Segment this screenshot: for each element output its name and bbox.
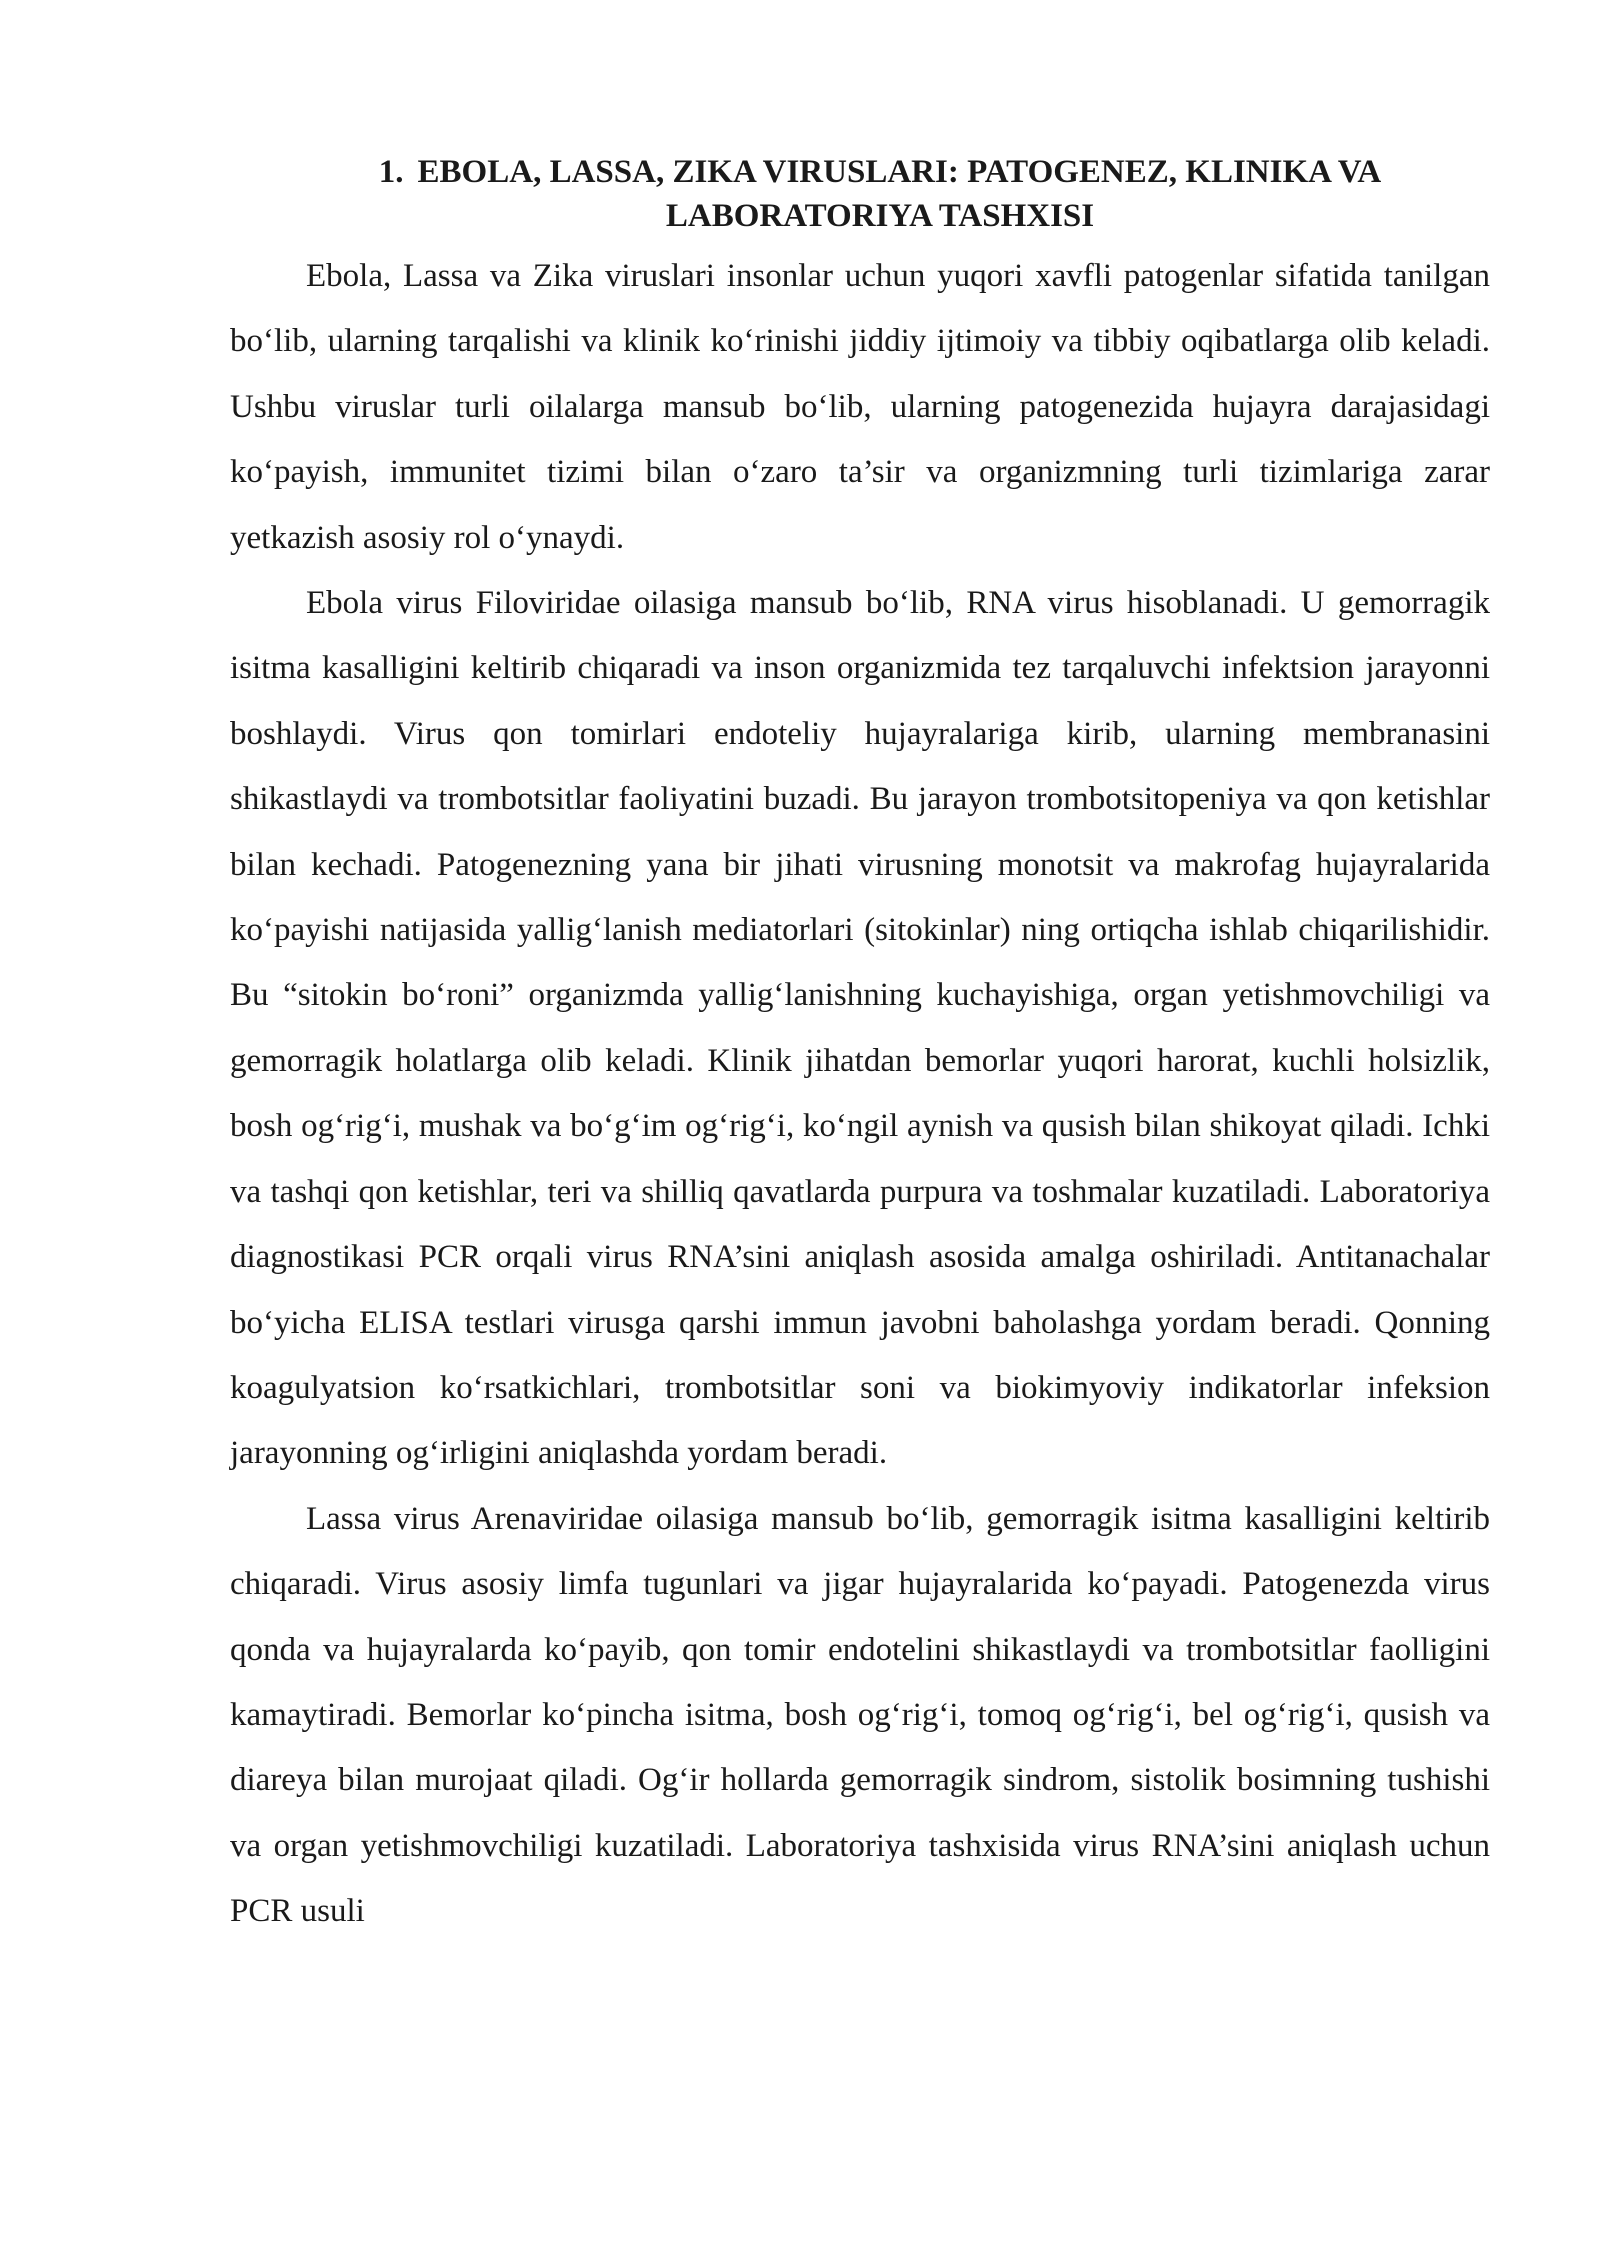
document-body (230, 150, 1490, 1945)
paragraph-ebola: Ebola virus Filoviridae oilasiga mansub bo‘lib, RNA virus hisoblanadi. U gemorragik isitma kasalligini keltirib chiqaradi va inson organizmida tez tarqaluvchi infektsion jarayonni boshlaydi. Virus qon tomirlari endoteliy hujayralariga kirib, ularning membranasini shikastlaydi va trombotsitlar faoliyatini buzadi. Bu jarayon trombotsitopeniya va qon ketishlar bilan kechadi. Patogenezning yana bir jihati virusning monotsit va makrofag hujayralarida ko‘payishi natijasida yallig‘lanish mediatorlari (sitokinlar) ning ortiqcha ishlab chiqarilishidir. Bu “sitokin bo‘roni” organizmda yallig‘lanishning kuchayishiga, organ yetishmovchiligi va gemorragik holatlarga olib keladi. Klinik jihatdan bemorlar yuqori harorat, kuchli holsizlik, bosh og‘rig‘i, mushak va bo‘g‘im og‘rig‘i, ko‘ngil aynish va qusish bilan shikoyat qiladi. Ichki va tashqi qon ketishlar, teri va shilliq qavatlarda purpura va toshmalar kuzatiladi. Laboratoriya diagnostikasi PCR orqali virus RNA’sini aniqlash asosida amalga oshiriladi. Antitanachalar bo‘yicha ELISA testlari virusga qarshi immun javobni baholashga yordam beradi. Qonning koagulyatsion ko‘rsatkichlari, trombotsitlar soni va biokimyoviy indikatorlar infeksion jarayonning og‘irligini aniqlashda yordam beradi. (230, 585, 1490, 1472)
section-title: EBOLA, LASSA, ZIKA VIRUSLARI: PATOGENEZ, KLINIKA VA LABORATORIYA TASHXISI (417, 154, 1382, 234)
section-number: 1. (378, 154, 404, 190)
paragraph-lassa: Lassa virus Arenaviridae oilasiga mansub bo‘lib, gemorragik isitma kasalligini keltirib chiqaradi. Virus asosiy limfa tugunlari va jigar hujayralarida ko‘payadi. Patogenezda virus qonda va hujayralarda ko‘payib, qon tomir endotelini shikastlaydi va trombotsitlar faolligini kamaytiradi. Bemorlar ko‘pincha isitma, bosh og‘rig‘i, tomoq og‘rig‘i, bel og‘rig‘i, qusish va diareya bilan murojaat qiladi. Og‘ir hollarda gemorragik sindrom, sistolik bosimning tushishi va organ yetishmovchiligi kuzatiladi. Laboratoriya tashxisida virus RNA’sini aniqlash uchun PCR usuli (230, 1500, 1490, 1930)
section-heading (230, 150, 1490, 238)
paragraph-intro: Ebola, Lassa va Zika viruslari insonlar uchun yuqori xavfli patogenlar sifatida tanilgan bo‘lib, ularning tarqalishi va klinik ko‘rinishi jiddiy ijtimoiy va tibbiy oqibatlarga olib keladi. Ushbu viruslar turli oilalarga mansub bo‘lib, ularning patogenezida hujayra darajasidagi ko‘payish, immunitet tizimi bilan o‘zaro ta’sir va organizmning turli tizimlariga zarar yetkazish asosiy rol o‘ynaydi. (230, 258, 1490, 556)
